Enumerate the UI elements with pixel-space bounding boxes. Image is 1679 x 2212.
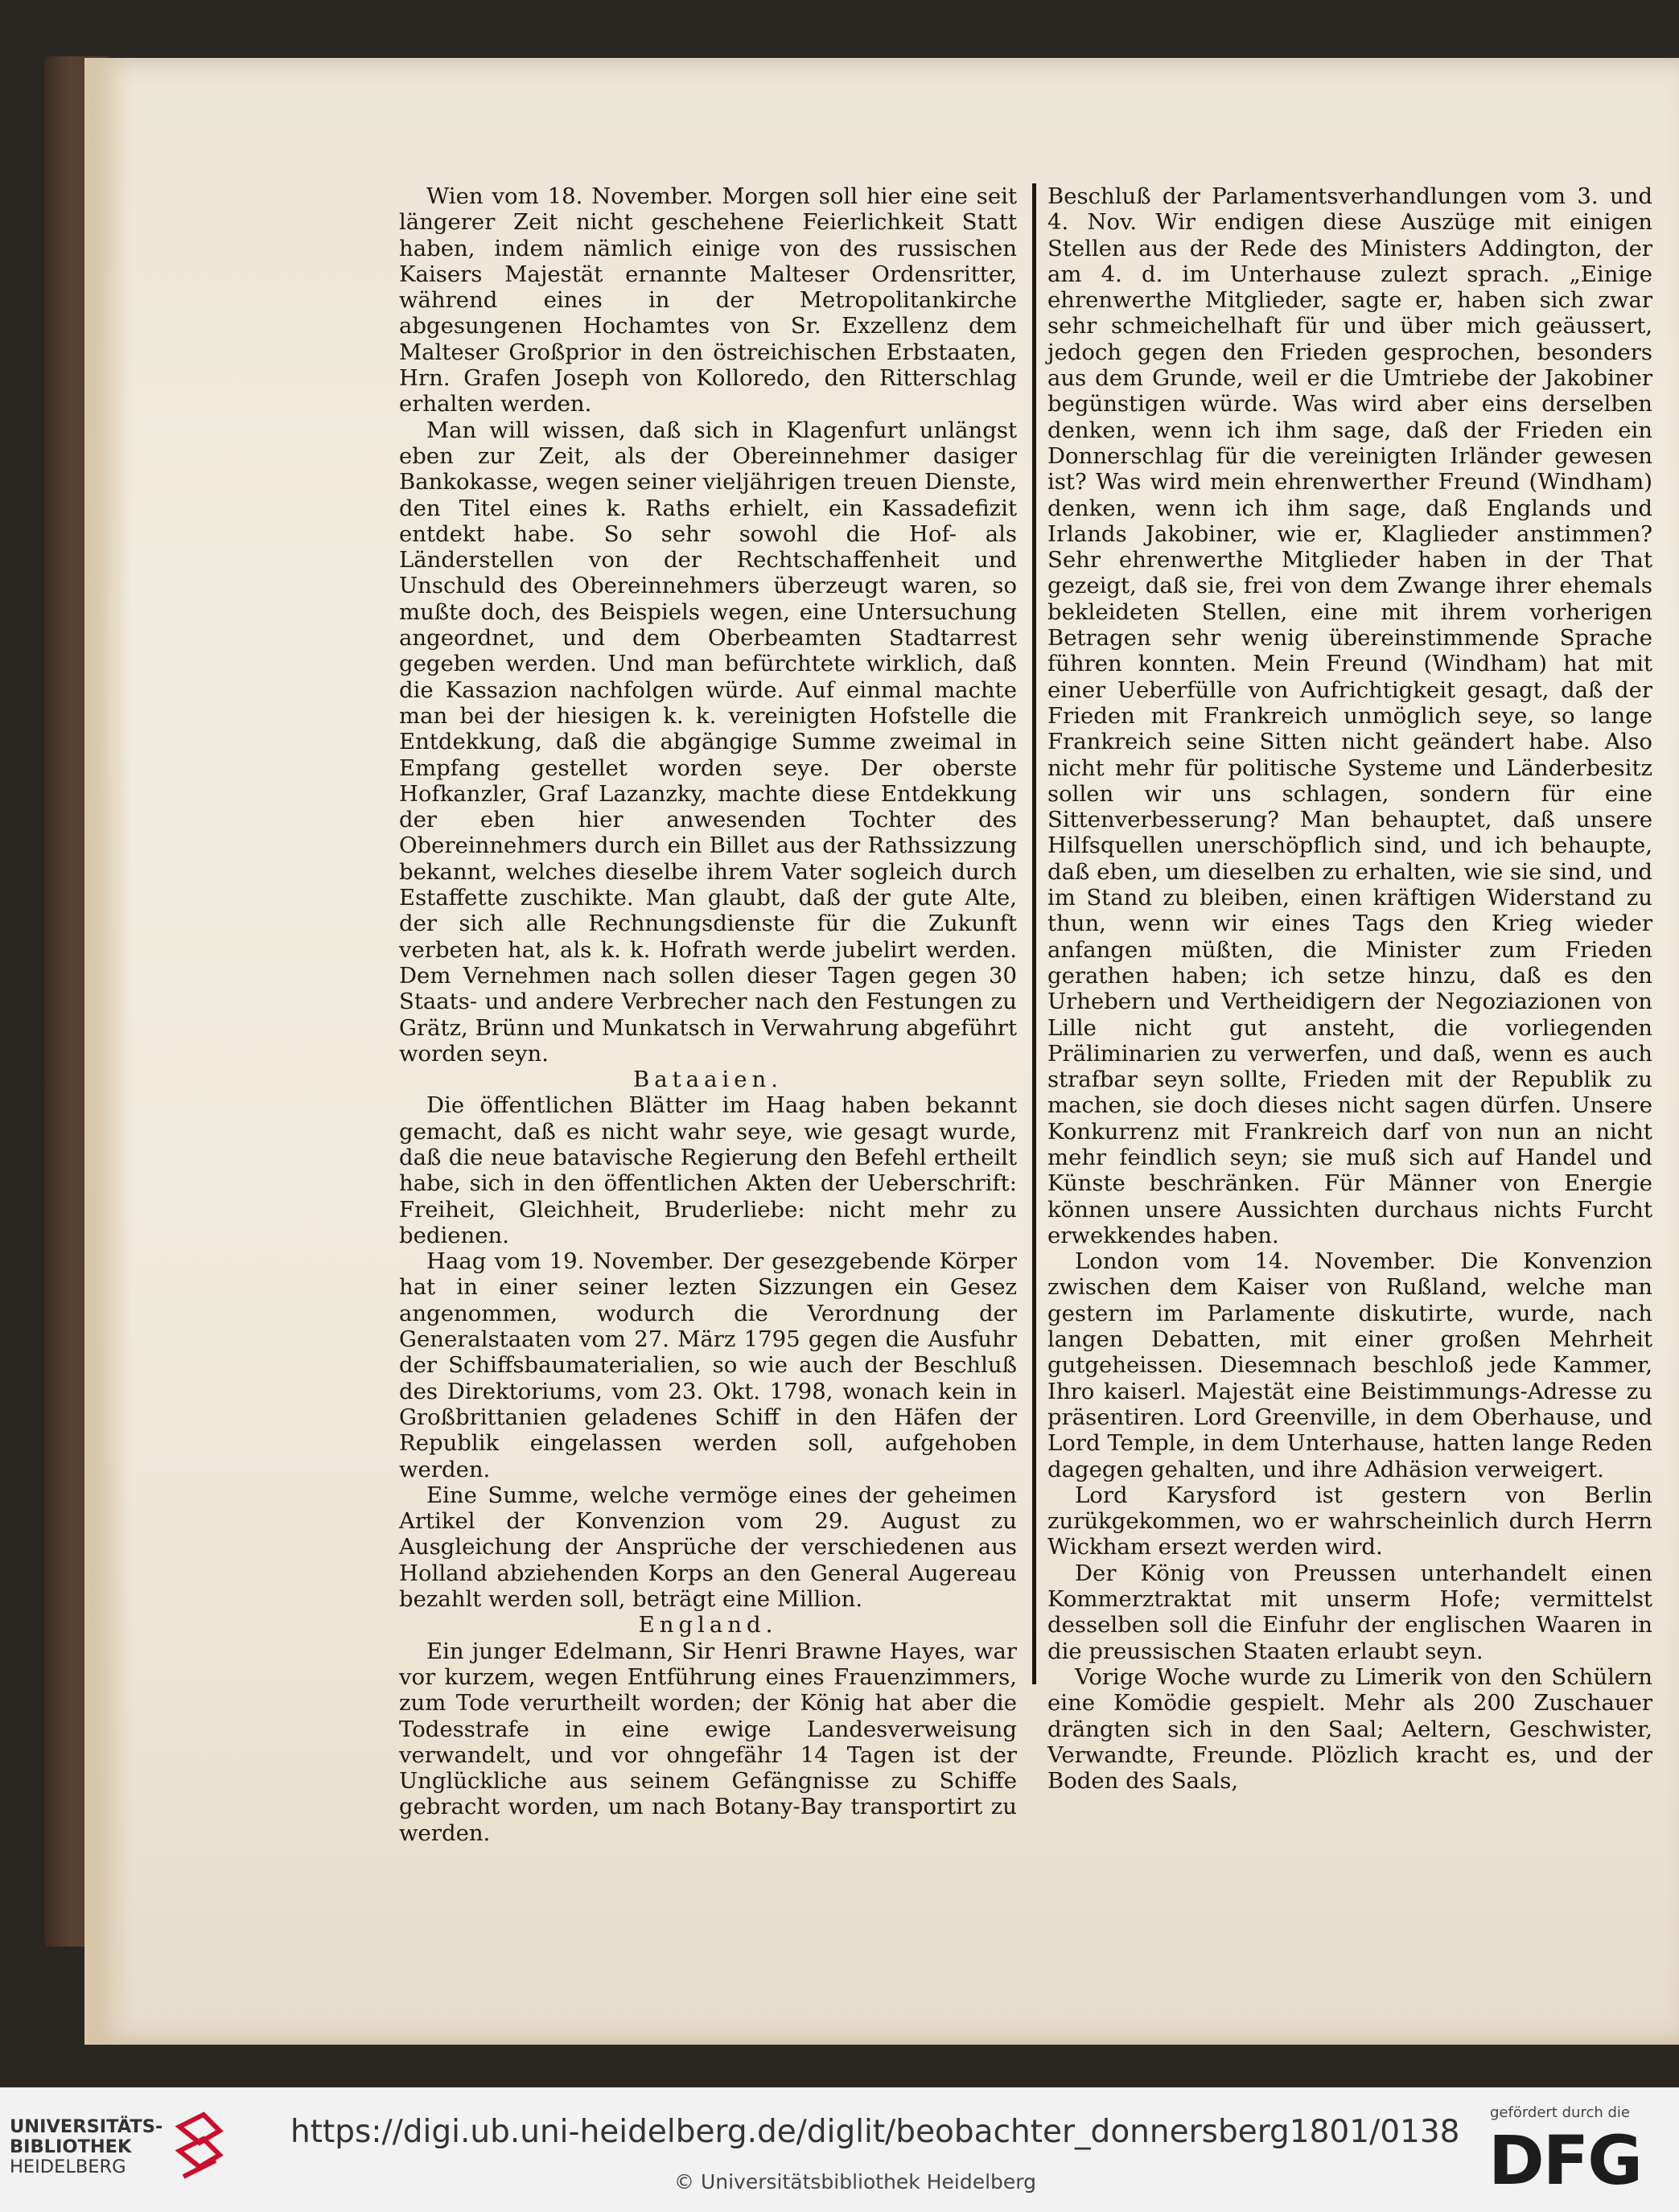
section-heading: Bataaien. xyxy=(633,1067,783,1093)
article-paragraph: Wien vom 18. November. Morgen soll hier eine seit längerer Zeit nicht geschehene Feierlichkeit Statt haben, indem nämlich einige von des russischen Kaisers Majestät ernannte Malteser Ordensritter, während eines in der Metropolitankirche abgesungenen Hochamtes von Sr. Exzellenz dem Malteser Großprior in den östreichischen Erbstaaten, Hrn. Grafen Joseph von Kolloredo, den Ritterschlag erhalten werden. xyxy=(399,183,1017,417)
library-name-line3: HEIDELBERG xyxy=(10,2156,126,2177)
article-paragraph: Haag vom 19. November. Der gesezgebende Körper hat in einer seiner lezten Sizzungen ein Gesez angenommen, wodurch die Verordnung der Generalstaaten vom 27. März 1795 gegen die Ausfuhr der Schiffsbaumaterialien, so wie auch der Beschluß des Direktoriums, vom 23. Okt. 1798, wonach kein in Großbrittanien geladenes Schiff in den Häfen der Republik eingelassen werden soll, aufgehoben werden. xyxy=(399,1248,1017,1482)
left-text-column xyxy=(399,183,1017,1846)
article-paragraph: Eine Summe, welche vermöge eines der geheimen Artikel der Konvenzion vom 29. August zu Ausgleichung der Ansprüche der verschiedenen aus Holland abziehenden Korps an den General Augereau bezahlt werden soll, beträgt eine Million. xyxy=(399,1482,1017,1613)
library-seal-icon xyxy=(171,2111,228,2179)
article-paragraph: Lord Karysford ist gestern von Berlin zurükgekommen, wo er wahrscheinlich durch Herrn Wickham ersezt werden wird. xyxy=(1047,1482,1652,1560)
article-paragraph: London vom 14. November. Die Konvenzion zwischen dem Kaiser von Rußland, welche man gestern im Parlamente diskutirte, wurde, nach langen Debatten, mit einer großen Mehrheit gutgeheissen. Diesemnach beschloß jede Kammer, Ihro kaiserl. Majestät eine Beistimmungs-Adresse zu präsentiren. Lord Greenville, in dem Oberhause, und Lord Temple, in dem Unterhause, hatten lange Reden dagegen gehalten, und ihre Adhäsion verweigert. xyxy=(1047,1248,1652,1482)
article-paragraph: Ein junger Edelmann, Sir Henri Brawne Hayes, war vor kurzem, wegen Entführung eines Frauenzimmers, zum Tode verurtheilt worden; der König hat aber die Todesstrafe in eine ewige Landesverweisung verwandelt, und vor ohngefähr 14 Tagen ist der Unglückliche aus seinem Gefängnisse zu Schiffe gebracht worden, um nach Botany-Bay transportirt zu werden. xyxy=(399,1638,1017,1846)
column-divider xyxy=(1032,183,1036,1684)
copyright-notice: © Universitätsbibliothek Heidelberg xyxy=(674,2170,1037,2193)
library-logo-text xyxy=(10,2117,163,2177)
page-url[interactable]: https://digi.ub.uni-heidelberg.de/diglit/beobachter_donnersberg1801/0138 xyxy=(290,2114,1460,2150)
library-name-line1: UNIVERSITÄTS- xyxy=(10,2116,163,2137)
dfg-logo: DFG xyxy=(1488,2121,1642,2200)
article-paragraph: Die öffentlichen Blätter im Haag haben bekannt gemacht, daß es nicht wahr seye, wie gesagt wurde, daß die neue batavische Regierung den Befehl ertheilt habe, sich in den öffentlichen Akten der Ueberschrift: Freiheit, Gleichheit, Bruderliebe: nicht mehr zu bedienen. xyxy=(399,1092,1017,1248)
article-paragraph: Man will wissen, daß sich in Klagenfurt unlängst eben zur Zeit, als der Obereinnehmer dasiger Bankokasse, wegen seiner vieljährigen treuen Dienste, den Titel eines k. Raths erhielt, ein Kassadefizit entdekt habe. So sehr sowohl die Hof- als Länderstellen von der Rechtschaffenheit und Unschuld des Obereinnehmers überzeugt waren, so mußte doch, des Beispiels wegen, eine Untersuchung angeordnet, und dem Oberbeamten Stadtarrest gegeben werden. Und man befürchtete wirklich, daß die Kassazion nachfolgen würde. Auf einmal machte man bei der hiesigen k. k. vereinigten Hofstelle die Entdekkung, daß die abgängige Summe zweimal in Empfang gestellet worden seye. Der oberste Hofkanzler, Graf Lazanzky, machte diese Entdekkung der eben hier anwesenden Tochter des Obereinnehmers durch ein Billet aus der Rathssizzung bekannt, welches dieselbe ihrem Vater sogleich durch Estaffette zuschikte. Man glaubt, daß der gute Alte, der sich alle Rechnungsdienste für die Zukunft verbeten hat, als k. k. Hofrath werde jubelirt werden. Dem Vernehmen nach sollen dieser Tagen gegen 30 Staats- und andere Verbrecher nach den Festungen zu Grätz, Brünn und Munkatsch in Verwahrung abgeführt worden seyn. xyxy=(399,417,1017,1067)
funding-note: gefördert durch die xyxy=(1490,2104,1630,2121)
article-paragraph: Der König von Preussen unterhandelt einen Kommerztraktat mit unserm Hofe; vermittelst desselben soll die Einfuhr der englischen Waaren in die preussischen Staaten erlaubt seyn. xyxy=(1047,1560,1652,1664)
section-heading: England. xyxy=(638,1612,778,1638)
library-name-line2: BIBLIOTHEK xyxy=(10,2136,132,2157)
article-paragraph: Beschluß der Parlamentsverhandlungen vom 3. und 4. Nov. Wir endigen diese Auszüge mit einigen Stellen aus der Rede des Ministers Addington, der am 4. d. im Unterhause zulezt sprach. „Einige ehrenwerthe Mitglieder, sagte er, haben sich zwar sehr schmeichelhaft für und über mich geäussert, jedoch gegen den Frieden gesprochen, besonders aus dem Grunde, weil er die Umtriebe der Jakobiner begünstigen würde. Was wird aber eins derselben denken, wenn ich ihm sage, daß der Frieden ein Donnerschlag für die vereinigten Irländer gewesen ist? Was wird mein ehrenwerther Freund (Windham) denken, wenn ich ihm sage, daß Englands und Irlands Jakobiner, wie er, Klaglieder anstimmen? Sehr ehrenwerthe Mitglieder haben in der That gezeigt, daß sie, frei von dem Zwange ihrer ehemals bekleideten Stellen, eine mit ihrem vorherigen Betragen sehr wenig übereinstimmende Sprache führen konnten. Mein Freund (Windham) hat mit einer Ueberfülle von Aufrichtigkeit gesagt, daß der Frieden mit Frankreich unmöglich seye, so lange Frankreich seine Sitten nicht geändert habe. Also nicht mehr für politische Systeme und Länderbesitz sollen wir uns schlagen, sondern für eine Sittenverbesserung? Man behauptet, daß unsere Hilfsquellen unerschöpflich sind, und ich behaupte, daß eben, um dieselben zu erhalten, wie sie sind, und im Stand zu bleiben, einen kräftigen Widerstand zu thun, wenn wir eines Tags den Krieg wieder anfangen müßten, die Minister zum Frieden gerathen haben; ich setze hinzu, daß es den Urhebern und Vertheidigern der Negoziazionen von Lille nicht gut ansteht, die vorliegenden Präliminarien zu verwerfen, und daß, wenn es auch strafbar seyn sollte, Frieden mit der Republik zu machen, sie doch dieses nicht sagen dürfen. Unsere Konkurrenz mit Frankreich darf von nun an nicht mehr feindlich seyn; sie muß sich auf Handel und Künste beschränken. Für Männer von Energie können unsere Aussichten durchaus nichts Furcht erwekkendes haben. xyxy=(1047,183,1652,1248)
article-paragraph: Vorige Woche wurde zu Limerik von den Schülern eine Komödie gespielt. Mehr als 200 Zuschauer drängten sich in den Saal; Aeltern, Geschwister, Verwandte, Freunde. Plözlich kracht es, und der Boden des Saals, xyxy=(1047,1663,1652,1795)
right-text-column xyxy=(1047,183,1652,1794)
viewer-footer xyxy=(0,2087,1679,2212)
